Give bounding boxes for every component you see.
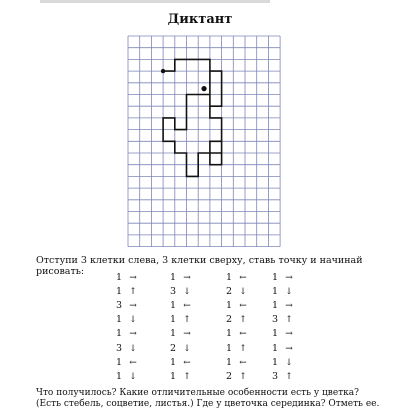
dictation-step (222, 344, 248, 354)
step-count: 1 (271, 328, 278, 340)
arrow-up-icon: ↑ (285, 371, 293, 382)
arrow-up-icon: ↑ (239, 315, 247, 326)
question-text: Что получилось? Какие отличительные особенности есть у цветка? (Есть стебель, соцветие, листья.) Где у цветочка серединка? Отметь ее. (36, 388, 380, 410)
dictation-step (112, 301, 138, 311)
step-count: 3 (271, 370, 278, 382)
step-count: 2 (225, 286, 232, 298)
step-count: 3 (271, 314, 278, 326)
arrow-right-icon: → (285, 329, 293, 340)
step-count: 2 (225, 314, 232, 326)
arrow-left-icon: ← (239, 273, 247, 283)
dictation-step (268, 372, 294, 382)
dictation-step (166, 273, 192, 283)
dictation-step (268, 329, 294, 339)
arrow-right-icon: → (183, 273, 191, 283)
dictation-step (166, 301, 192, 311)
arrow-left-icon: ← (239, 357, 247, 368)
step-count: 1 (115, 314, 122, 326)
step-count: 1 (115, 328, 122, 340)
dictation-step (268, 344, 294, 354)
arrow-down-icon: ↓ (239, 287, 247, 298)
step-count: 1 (115, 272, 122, 283)
arrow-down-icon: ↓ (183, 343, 191, 354)
arrow-up-icon: ↑ (183, 371, 191, 382)
arrow-down-icon: ↓ (285, 357, 293, 368)
dictation-step (222, 329, 248, 339)
dictation-step (222, 301, 248, 311)
step-count: 1 (225, 272, 232, 283)
step-count: 2 (225, 370, 232, 382)
dictation-step (222, 287, 248, 297)
arrow-down-icon: ↓ (183, 287, 191, 298)
arrow-right-icon: → (129, 329, 137, 340)
arrow-right-icon: → (285, 273, 293, 283)
step-count: 3 (169, 286, 176, 298)
dictation-step (112, 315, 138, 325)
arrow-down-icon: ↓ (285, 287, 293, 298)
dictation-step (222, 358, 248, 368)
dictation-step (268, 287, 294, 297)
arrow-right-icon: → (129, 273, 137, 283)
dictation-step (112, 358, 138, 368)
dictation-step (112, 344, 138, 354)
arrow-right-icon: → (183, 329, 191, 340)
dictation-step (166, 344, 192, 354)
step-count: 3 (115, 300, 122, 312)
step-count: 1 (169, 370, 176, 382)
step-count: 1 (115, 370, 122, 382)
arrow-down-icon: ↓ (129, 343, 137, 354)
arrow-right-icon: → (285, 343, 293, 354)
step-count: 1 (271, 356, 278, 368)
instruction-text: Отступи 3 клетки слева, 3 клетки сверху, ставь точку и начинай рисовать: (36, 255, 363, 278)
arrow-left-icon: ← (129, 357, 137, 368)
step-count: 1 (169, 314, 176, 326)
step-count: 1 (115, 286, 122, 298)
step-count: 1 (225, 356, 232, 368)
dictation-step (268, 273, 294, 283)
step-count: 1 (169, 300, 176, 312)
dictation-step (166, 358, 192, 368)
step-count: 1 (271, 300, 278, 312)
dictation-step (166, 315, 192, 325)
page-title: Диктант (167, 12, 233, 27)
step-count: 1 (271, 286, 278, 298)
step-count: 1 (271, 342, 278, 354)
step-count: 1 (271, 272, 278, 283)
step-count: 1 (225, 342, 232, 354)
step-count: 1 (169, 272, 176, 283)
arrow-up-icon: ↑ (183, 315, 191, 326)
dictation-step (222, 372, 248, 382)
arrow-down-icon: ↓ (129, 371, 137, 382)
dictation-step (166, 287, 192, 297)
dictation-step (268, 315, 294, 325)
arrow-up-icon: ↑ (239, 343, 247, 354)
dictation-step (166, 329, 192, 339)
dictation-step (166, 372, 192, 382)
arrow-left-icon: ← (239, 329, 247, 340)
arrow-right-icon: → (129, 301, 137, 312)
arrow-right-icon: → (285, 301, 293, 312)
dictation-step (268, 358, 294, 368)
step-count: 1 (169, 328, 176, 340)
dictation-step (112, 372, 138, 382)
dictation-step (112, 287, 138, 297)
arrow-up-icon: ↑ (129, 287, 137, 298)
arrow-up-icon: ↑ (239, 371, 247, 382)
step-count: 3 (115, 342, 122, 354)
dictation-step (268, 301, 294, 311)
step-count: 1 (225, 300, 232, 312)
arrow-up-icon: ↑ (285, 315, 293, 326)
arrow-left-icon: ← (183, 357, 191, 368)
step-count: 1 (169, 356, 176, 368)
step-count: 2 (169, 342, 176, 354)
arrow-left-icon: ← (239, 301, 247, 312)
step-count: 1 (115, 356, 122, 368)
arrow-left-icon: ← (183, 301, 191, 312)
dictation-step (222, 273, 248, 283)
dictation-step (112, 329, 138, 339)
arrow-down-icon: ↓ (129, 315, 137, 326)
dictation-step (222, 315, 248, 325)
dictation-step (112, 273, 138, 283)
step-count: 1 (225, 328, 232, 340)
